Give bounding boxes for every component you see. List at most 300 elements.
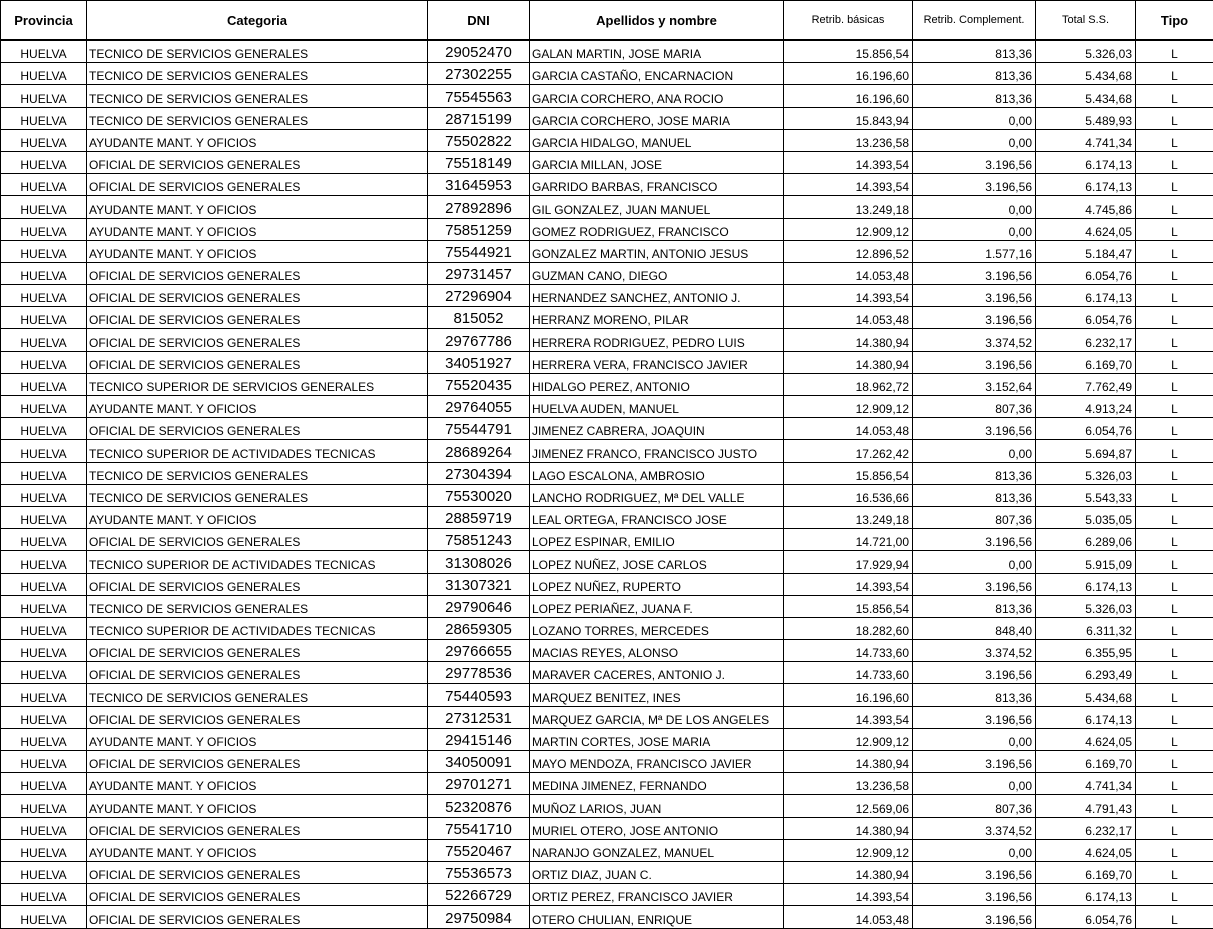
cell-categoria: OFICIAL DE SERVICIOS GENERALES bbox=[87, 662, 428, 684]
cell-total-ss: 5.489,93 bbox=[1036, 107, 1136, 129]
cell-total-ss: 6.311,32 bbox=[1036, 617, 1136, 639]
cell-retrib-basicas: 14.393,54 bbox=[784, 285, 913, 307]
cell-categoria: TECNICO SUPERIOR DE ACTIVIDADES TECNICAS bbox=[87, 617, 428, 639]
table-header bbox=[1, 1, 1213, 41]
cell-total-ss: 5.915,09 bbox=[1036, 551, 1136, 573]
cell-tipo: L bbox=[1136, 861, 1213, 883]
cell-dni: 27296904 bbox=[428, 285, 530, 307]
cell-provincia: HUELVA bbox=[1, 506, 87, 528]
cell-tipo: L bbox=[1136, 240, 1213, 262]
cell-provincia: HUELVA bbox=[1, 63, 87, 85]
cell-provincia: HUELVA bbox=[1, 329, 87, 351]
table-row bbox=[1, 684, 1213, 706]
cell-dni: 27312531 bbox=[428, 706, 530, 728]
cell-nombre: MARAVER CACERES, ANTONIO J. bbox=[530, 662, 784, 684]
cell-tipo: L bbox=[1136, 684, 1213, 706]
cell-categoria: TECNICO DE SERVICIOS GENERALES bbox=[87, 40, 428, 63]
cell-dni: 31307321 bbox=[428, 573, 530, 595]
cell-retrib-basicas: 12.896,52 bbox=[784, 240, 913, 262]
cell-provincia: HUELVA bbox=[1, 884, 87, 906]
cell-retrib-basicas: 16.196,60 bbox=[784, 85, 913, 107]
cell-dni: 29701271 bbox=[428, 773, 530, 795]
cell-total-ss: 5.694,87 bbox=[1036, 440, 1136, 462]
cell-provincia: HUELVA bbox=[1, 462, 87, 484]
cell-retrib-basicas: 15.856,54 bbox=[784, 595, 913, 617]
cell-total-ss: 6.174,13 bbox=[1036, 884, 1136, 906]
cell-categoria: OFICIAL DE SERVICIOS GENERALES bbox=[87, 861, 428, 883]
cell-total-ss: 5.326,03 bbox=[1036, 40, 1136, 63]
cell-retrib-basicas: 13.249,18 bbox=[784, 196, 913, 218]
table-row bbox=[1, 551, 1213, 573]
table-row bbox=[1, 218, 1213, 240]
table-row bbox=[1, 728, 1213, 750]
cell-retrib-complement: 1.577,16 bbox=[913, 240, 1036, 262]
cell-dni: 34050091 bbox=[428, 751, 530, 773]
cell-tipo: L bbox=[1136, 351, 1213, 373]
table-row bbox=[1, 262, 1213, 284]
cell-provincia: HUELVA bbox=[1, 218, 87, 240]
cell-retrib-complement: 0,00 bbox=[913, 773, 1036, 795]
cell-categoria: OFICIAL DE SERVICIOS GENERALES bbox=[87, 529, 428, 551]
cell-tipo: L bbox=[1136, 773, 1213, 795]
cell-tipo: L bbox=[1136, 906, 1213, 928]
cell-retrib-basicas: 16.196,60 bbox=[784, 63, 913, 85]
cell-total-ss: 5.434,68 bbox=[1036, 684, 1136, 706]
cell-nombre: MARQUEZ BENITEZ, INES bbox=[530, 684, 784, 706]
cell-provincia: HUELVA bbox=[1, 396, 87, 418]
cell-nombre: GONZALEZ MARTIN, ANTONIO JESUS bbox=[530, 240, 784, 262]
cell-total-ss: 6.174,13 bbox=[1036, 706, 1136, 728]
cell-tipo: L bbox=[1136, 329, 1213, 351]
table-row bbox=[1, 329, 1213, 351]
cell-dni: 75502822 bbox=[428, 129, 530, 151]
cell-categoria: OFICIAL DE SERVICIOS GENERALES bbox=[87, 418, 428, 440]
cell-categoria: TECNICO DE SERVICIOS GENERALES bbox=[87, 484, 428, 506]
cell-nombre: ORTIZ DIAZ, JUAN C. bbox=[530, 861, 784, 883]
cell-categoria: OFICIAL DE SERVICIOS GENERALES bbox=[87, 285, 428, 307]
cell-retrib-basicas: 14.393,54 bbox=[784, 884, 913, 906]
table-row bbox=[1, 839, 1213, 861]
cell-nombre: GARCIA CORCHERO, ANA ROCIO bbox=[530, 85, 784, 107]
cell-nombre: GARCIA MILLAN, JOSE bbox=[530, 151, 784, 173]
cell-retrib-basicas: 12.909,12 bbox=[784, 839, 913, 861]
table-row bbox=[1, 351, 1213, 373]
cell-total-ss: 6.174,13 bbox=[1036, 151, 1136, 173]
table-row bbox=[1, 595, 1213, 617]
cell-retrib-basicas: 14.053,48 bbox=[784, 307, 913, 329]
cell-provincia: HUELVA bbox=[1, 240, 87, 262]
cell-retrib-complement: 3.196,56 bbox=[913, 418, 1036, 440]
header-dni: DNI bbox=[428, 1, 530, 41]
cell-nombre: MAYO MENDOZA, FRANCISCO JAVIER bbox=[530, 751, 784, 773]
cell-retrib-complement: 3.196,56 bbox=[913, 751, 1036, 773]
table-row bbox=[1, 529, 1213, 551]
cell-total-ss: 4.791,43 bbox=[1036, 795, 1136, 817]
cell-nombre: LANCHO RODRIGUEZ, Mª DEL VALLE bbox=[530, 484, 784, 506]
cell-nombre: MEDINA JIMENEZ, FERNANDO bbox=[530, 773, 784, 795]
cell-dni: 29778536 bbox=[428, 662, 530, 684]
header-retrib-basicas: Retrib. básicas bbox=[784, 1, 913, 41]
table-row bbox=[1, 484, 1213, 506]
cell-retrib-complement: 813,36 bbox=[913, 462, 1036, 484]
cell-retrib-basicas: 14.733,60 bbox=[784, 640, 913, 662]
table-row bbox=[1, 706, 1213, 728]
cell-retrib-complement: 813,36 bbox=[913, 63, 1036, 85]
cell-nombre: LAGO ESCALONA, AMBROSIO bbox=[530, 462, 784, 484]
cell-retrib-basicas: 13.249,18 bbox=[784, 506, 913, 528]
cell-tipo: L bbox=[1136, 551, 1213, 573]
cell-nombre: HERRANZ MORENO, PILAR bbox=[530, 307, 784, 329]
cell-nombre: GARCIA CORCHERO, JOSE MARIA bbox=[530, 107, 784, 129]
cell-retrib-complement: 0,00 bbox=[913, 129, 1036, 151]
cell-provincia: HUELVA bbox=[1, 839, 87, 861]
header-total-ss: Total S.S. bbox=[1036, 1, 1136, 41]
cell-nombre: HUELVA AUDEN, MANUEL bbox=[530, 396, 784, 418]
cell-dni: 75520435 bbox=[428, 373, 530, 395]
cell-tipo: L bbox=[1136, 617, 1213, 639]
cell-retrib-basicas: 12.909,12 bbox=[784, 396, 913, 418]
cell-retrib-complement: 813,36 bbox=[913, 595, 1036, 617]
cell-provincia: HUELVA bbox=[1, 129, 87, 151]
cell-nombre: LOPEZ ESPINAR, EMILIO bbox=[530, 529, 784, 551]
cell-retrib-basicas: 14.053,48 bbox=[784, 906, 913, 928]
cell-retrib-basicas: 12.569,06 bbox=[784, 795, 913, 817]
table-row bbox=[1, 373, 1213, 395]
table-row bbox=[1, 506, 1213, 528]
cell-dni: 75851259 bbox=[428, 218, 530, 240]
cell-dni: 52320876 bbox=[428, 795, 530, 817]
cell-nombre: HIDALGO PEREZ, ANTONIO bbox=[530, 373, 784, 395]
cell-categoria: AYUDANTE MANT. Y OFICIOS bbox=[87, 795, 428, 817]
cell-retrib-complement: 3.196,56 bbox=[913, 351, 1036, 373]
cell-total-ss: 4.741,34 bbox=[1036, 129, 1136, 151]
cell-total-ss: 6.174,13 bbox=[1036, 573, 1136, 595]
cell-retrib-complement: 813,36 bbox=[913, 85, 1036, 107]
cell-retrib-basicas: 14.380,94 bbox=[784, 351, 913, 373]
table-row bbox=[1, 751, 1213, 773]
cell-provincia: HUELVA bbox=[1, 773, 87, 795]
cell-retrib-basicas: 14.733,60 bbox=[784, 662, 913, 684]
cell-total-ss: 4.741,34 bbox=[1036, 773, 1136, 795]
cell-provincia: HUELVA bbox=[1, 573, 87, 595]
cell-retrib-complement: 3.196,56 bbox=[913, 906, 1036, 928]
cell-nombre: GARRIDO BARBAS, FRANCISCO bbox=[530, 174, 784, 196]
cell-total-ss: 6.232,17 bbox=[1036, 329, 1136, 351]
cell-dni: 75851243 bbox=[428, 529, 530, 551]
cell-retrib-complement: 813,36 bbox=[913, 484, 1036, 506]
cell-nombre: HERRERA RODRIGUEZ, PEDRO LUIS bbox=[530, 329, 784, 351]
cell-tipo: L bbox=[1136, 129, 1213, 151]
cell-tipo: L bbox=[1136, 63, 1213, 85]
cell-provincia: HUELVA bbox=[1, 728, 87, 750]
cell-retrib-basicas: 12.909,12 bbox=[784, 728, 913, 750]
cell-categoria: OFICIAL DE SERVICIOS GENERALES bbox=[87, 884, 428, 906]
cell-provincia: HUELVA bbox=[1, 817, 87, 839]
table-row bbox=[1, 307, 1213, 329]
cell-tipo: L bbox=[1136, 151, 1213, 173]
cell-dni: 815052 bbox=[428, 307, 530, 329]
cell-retrib-basicas: 14.393,54 bbox=[784, 174, 913, 196]
cell-total-ss: 6.054,76 bbox=[1036, 418, 1136, 440]
cell-categoria: TECNICO DE SERVICIOS GENERALES bbox=[87, 684, 428, 706]
cell-nombre: MARTIN CORTES, JOSE MARIA bbox=[530, 728, 784, 750]
table-row bbox=[1, 861, 1213, 883]
cell-nombre: LOPEZ NUÑEZ, RUPERTO bbox=[530, 573, 784, 595]
cell-retrib-complement: 848,40 bbox=[913, 617, 1036, 639]
cell-tipo: L bbox=[1136, 174, 1213, 196]
cell-retrib-basicas: 14.380,94 bbox=[784, 751, 913, 773]
cell-provincia: HUELVA bbox=[1, 861, 87, 883]
table-row bbox=[1, 285, 1213, 307]
cell-tipo: L bbox=[1136, 817, 1213, 839]
cell-tipo: L bbox=[1136, 484, 1213, 506]
table-row bbox=[1, 151, 1213, 173]
cell-retrib-basicas: 14.053,48 bbox=[784, 418, 913, 440]
cell-retrib-basicas: 15.856,54 bbox=[784, 462, 913, 484]
cell-retrib-complement: 0,00 bbox=[913, 440, 1036, 462]
cell-retrib-basicas: 17.262,42 bbox=[784, 440, 913, 462]
table-row bbox=[1, 640, 1213, 662]
cell-retrib-basicas: 14.380,94 bbox=[784, 329, 913, 351]
cell-total-ss: 6.174,13 bbox=[1036, 285, 1136, 307]
cell-total-ss: 4.624,05 bbox=[1036, 728, 1136, 750]
cell-total-ss: 5.434,68 bbox=[1036, 63, 1136, 85]
cell-dni: 31308026 bbox=[428, 551, 530, 573]
cell-categoria: OFICIAL DE SERVICIOS GENERALES bbox=[87, 817, 428, 839]
cell-provincia: HUELVA bbox=[1, 529, 87, 551]
cell-retrib-complement: 0,00 bbox=[913, 551, 1036, 573]
cell-nombre: MUÑOZ LARIOS, JUAN bbox=[530, 795, 784, 817]
cell-dni: 29415146 bbox=[428, 728, 530, 750]
cell-nombre: LOZANO TORRES, MERCEDES bbox=[530, 617, 784, 639]
cell-total-ss: 6.169,70 bbox=[1036, 751, 1136, 773]
cell-total-ss: 6.293,49 bbox=[1036, 662, 1136, 684]
cell-provincia: HUELVA bbox=[1, 373, 87, 395]
table-row bbox=[1, 573, 1213, 595]
cell-tipo: L bbox=[1136, 85, 1213, 107]
cell-tipo: L bbox=[1136, 218, 1213, 240]
cell-dni: 29766655 bbox=[428, 640, 530, 662]
cell-retrib-complement: 813,36 bbox=[913, 40, 1036, 63]
table-row bbox=[1, 240, 1213, 262]
cell-provincia: HUELVA bbox=[1, 174, 87, 196]
cell-categoria: OFICIAL DE SERVICIOS GENERALES bbox=[87, 640, 428, 662]
cell-dni: 75544791 bbox=[428, 418, 530, 440]
cell-dni: 29750984 bbox=[428, 906, 530, 928]
cell-total-ss: 4.913,24 bbox=[1036, 396, 1136, 418]
table-row bbox=[1, 617, 1213, 639]
cell-retrib-complement: 3.196,56 bbox=[913, 174, 1036, 196]
cell-dni: 75520467 bbox=[428, 839, 530, 861]
cell-provincia: HUELVA bbox=[1, 285, 87, 307]
cell-total-ss: 6.169,70 bbox=[1036, 351, 1136, 373]
cell-tipo: L bbox=[1136, 751, 1213, 773]
cell-tipo: L bbox=[1136, 462, 1213, 484]
cell-provincia: HUELVA bbox=[1, 307, 87, 329]
cell-tipo: L bbox=[1136, 506, 1213, 528]
cell-tipo: L bbox=[1136, 440, 1213, 462]
cell-retrib-basicas: 14.393,54 bbox=[784, 573, 913, 595]
cell-dni: 27302255 bbox=[428, 63, 530, 85]
cell-retrib-basicas: 12.909,12 bbox=[784, 218, 913, 240]
cell-tipo: L bbox=[1136, 262, 1213, 284]
cell-retrib-complement: 3.196,56 bbox=[913, 861, 1036, 883]
cell-dni: 28659305 bbox=[428, 617, 530, 639]
cell-tipo: L bbox=[1136, 307, 1213, 329]
cell-tipo: L bbox=[1136, 396, 1213, 418]
cell-dni: 29731457 bbox=[428, 262, 530, 284]
cell-tipo: L bbox=[1136, 884, 1213, 906]
cell-nombre: GOMEZ RODRIGUEZ, FRANCISCO bbox=[530, 218, 784, 240]
cell-provincia: HUELVA bbox=[1, 196, 87, 218]
header-tipo: Tipo bbox=[1136, 1, 1213, 41]
cell-categoria: OFICIAL DE SERVICIOS GENERALES bbox=[87, 573, 428, 595]
cell-retrib-basicas: 14.380,94 bbox=[784, 817, 913, 839]
cell-retrib-complement: 0,00 bbox=[913, 839, 1036, 861]
cell-nombre: JIMENEZ CABRERA, JOAQUIN bbox=[530, 418, 784, 440]
cell-categoria: OFICIAL DE SERVICIOS GENERALES bbox=[87, 351, 428, 373]
cell-nombre: MURIEL OTERO, JOSE ANTONIO bbox=[530, 817, 784, 839]
table-row bbox=[1, 129, 1213, 151]
cell-categoria: TECNICO DE SERVICIOS GENERALES bbox=[87, 462, 428, 484]
cell-total-ss: 5.543,33 bbox=[1036, 484, 1136, 506]
cell-dni: 31645953 bbox=[428, 174, 530, 196]
cell-nombre: OTERO CHULIAN, ENRIQUE bbox=[530, 906, 784, 928]
cell-categoria: TECNICO SUPERIOR DE SERVICIOS GENERALES bbox=[87, 373, 428, 395]
cell-retrib-basicas: 13.236,58 bbox=[784, 773, 913, 795]
cell-dni: 75544921 bbox=[428, 240, 530, 262]
table-row bbox=[1, 884, 1213, 906]
cell-provincia: HUELVA bbox=[1, 262, 87, 284]
cell-categoria: OFICIAL DE SERVICIOS GENERALES bbox=[87, 307, 428, 329]
cell-tipo: L bbox=[1136, 573, 1213, 595]
cell-tipo: L bbox=[1136, 795, 1213, 817]
cell-retrib-complement: 3.196,56 bbox=[913, 262, 1036, 284]
cell-dni: 29052470 bbox=[428, 40, 530, 63]
cell-tipo: L bbox=[1136, 529, 1213, 551]
cell-categoria: AYUDANTE MANT. Y OFICIOS bbox=[87, 129, 428, 151]
cell-tipo: L bbox=[1136, 373, 1213, 395]
cell-categoria: AYUDANTE MANT. Y OFICIOS bbox=[87, 839, 428, 861]
table-row bbox=[1, 107, 1213, 129]
cell-nombre: LOPEZ PERIAÑEZ, JUANA F. bbox=[530, 595, 784, 617]
header-retrib-complement: Retrib. Complement. bbox=[913, 1, 1036, 41]
cell-dni: 52266729 bbox=[428, 884, 530, 906]
cell-dni: 28859719 bbox=[428, 506, 530, 528]
table-row bbox=[1, 396, 1213, 418]
cell-retrib-basicas: 16.196,60 bbox=[784, 684, 913, 706]
cell-provincia: HUELVA bbox=[1, 617, 87, 639]
cell-tipo: L bbox=[1136, 285, 1213, 307]
cell-dni: 29764055 bbox=[428, 396, 530, 418]
cell-dni: 75518149 bbox=[428, 151, 530, 173]
cell-total-ss: 6.289,06 bbox=[1036, 529, 1136, 551]
cell-provincia: HUELVA bbox=[1, 551, 87, 573]
cell-retrib-basicas: 14.380,94 bbox=[784, 861, 913, 883]
cell-total-ss: 5.035,05 bbox=[1036, 506, 1136, 528]
table-body bbox=[1, 40, 1213, 928]
table-row bbox=[1, 773, 1213, 795]
cell-tipo: L bbox=[1136, 839, 1213, 861]
cell-categoria: AYUDANTE MANT. Y OFICIOS bbox=[87, 506, 428, 528]
cell-retrib-complement: 0,00 bbox=[913, 218, 1036, 240]
cell-nombre: ORTIZ PEREZ, FRANCISCO JAVIER bbox=[530, 884, 784, 906]
cell-retrib-basicas: 14.053,48 bbox=[784, 262, 913, 284]
cell-dni: 75541710 bbox=[428, 817, 530, 839]
cell-nombre: LOPEZ NUÑEZ, JOSE CARLOS bbox=[530, 551, 784, 573]
cell-retrib-basicas: 16.536,66 bbox=[784, 484, 913, 506]
table-row bbox=[1, 196, 1213, 218]
cell-provincia: HUELVA bbox=[1, 351, 87, 373]
cell-total-ss: 6.169,70 bbox=[1036, 861, 1136, 883]
cell-total-ss: 4.624,05 bbox=[1036, 839, 1136, 861]
cell-nombre: GARCIA CASTAÑO, ENCARNACION bbox=[530, 63, 784, 85]
cell-categoria: OFICIAL DE SERVICIOS GENERALES bbox=[87, 151, 428, 173]
header-nombre: Apellidos y nombre bbox=[530, 1, 784, 41]
cell-retrib-complement: 3.196,56 bbox=[913, 573, 1036, 595]
cell-retrib-basicas: 15.843,94 bbox=[784, 107, 913, 129]
cell-categoria: OFICIAL DE SERVICIOS GENERALES bbox=[87, 262, 428, 284]
cell-dni: 29767786 bbox=[428, 329, 530, 351]
cell-dni: 28689264 bbox=[428, 440, 530, 462]
cell-retrib-basicas: 17.929,94 bbox=[784, 551, 913, 573]
cell-dni: 28715199 bbox=[428, 107, 530, 129]
cell-nombre: GALAN MARTIN, JOSE MARIA bbox=[530, 40, 784, 63]
cell-provincia: HUELVA bbox=[1, 795, 87, 817]
cell-dni: 29790646 bbox=[428, 595, 530, 617]
cell-retrib-complement: 807,36 bbox=[913, 795, 1036, 817]
cell-provincia: HUELVA bbox=[1, 418, 87, 440]
table-row bbox=[1, 440, 1213, 462]
cell-tipo: L bbox=[1136, 706, 1213, 728]
table-row bbox=[1, 906, 1213, 928]
cell-retrib-complement: 807,36 bbox=[913, 396, 1036, 418]
cell-total-ss: 6.054,76 bbox=[1036, 307, 1136, 329]
cell-total-ss: 6.174,13 bbox=[1036, 174, 1136, 196]
cell-retrib-basicas: 18.282,60 bbox=[784, 617, 913, 639]
cell-categoria: OFICIAL DE SERVICIOS GENERALES bbox=[87, 906, 428, 928]
table-row bbox=[1, 662, 1213, 684]
cell-dni: 75545563 bbox=[428, 85, 530, 107]
cell-tipo: L bbox=[1136, 728, 1213, 750]
cell-nombre: GARCIA HIDALGO, MANUEL bbox=[530, 129, 784, 151]
cell-retrib-complement: 3.374,52 bbox=[913, 329, 1036, 351]
cell-total-ss: 7.762,49 bbox=[1036, 373, 1136, 395]
cell-retrib-complement: 3.196,56 bbox=[913, 706, 1036, 728]
cell-categoria: OFICIAL DE SERVICIOS GENERALES bbox=[87, 174, 428, 196]
cell-categoria: TECNICO DE SERVICIOS GENERALES bbox=[87, 595, 428, 617]
header-provincia: Provincia bbox=[1, 1, 87, 41]
cell-categoria: TECNICO SUPERIOR DE ACTIVIDADES TECNICAS bbox=[87, 551, 428, 573]
cell-retrib-basicas: 14.393,54 bbox=[784, 706, 913, 728]
cell-total-ss: 5.326,03 bbox=[1036, 595, 1136, 617]
cell-categoria: TECNICO DE SERVICIOS GENERALES bbox=[87, 63, 428, 85]
cell-retrib-complement: 3.374,52 bbox=[913, 640, 1036, 662]
cell-total-ss: 5.184,47 bbox=[1036, 240, 1136, 262]
cell-dni: 27892896 bbox=[428, 196, 530, 218]
cell-retrib-complement: 0,00 bbox=[913, 107, 1036, 129]
cell-nombre: HERRERA VERA, FRANCISCO JAVIER bbox=[530, 351, 784, 373]
cell-nombre: NARANJO GONZALEZ, MANUEL bbox=[530, 839, 784, 861]
cell-retrib-complement: 3.196,56 bbox=[913, 285, 1036, 307]
cell-categoria: AYUDANTE MANT. Y OFICIOS bbox=[87, 240, 428, 262]
cell-categoria: TECNICO DE SERVICIOS GENERALES bbox=[87, 85, 428, 107]
cell-retrib-complement: 3.196,56 bbox=[913, 529, 1036, 551]
cell-nombre: HERNANDEZ SANCHEZ, ANTONIO J. bbox=[530, 285, 784, 307]
cell-nombre: JIMENEZ FRANCO, FRANCISCO JUSTO bbox=[530, 440, 784, 462]
cell-provincia: HUELVA bbox=[1, 662, 87, 684]
cell-dni: 34051927 bbox=[428, 351, 530, 373]
